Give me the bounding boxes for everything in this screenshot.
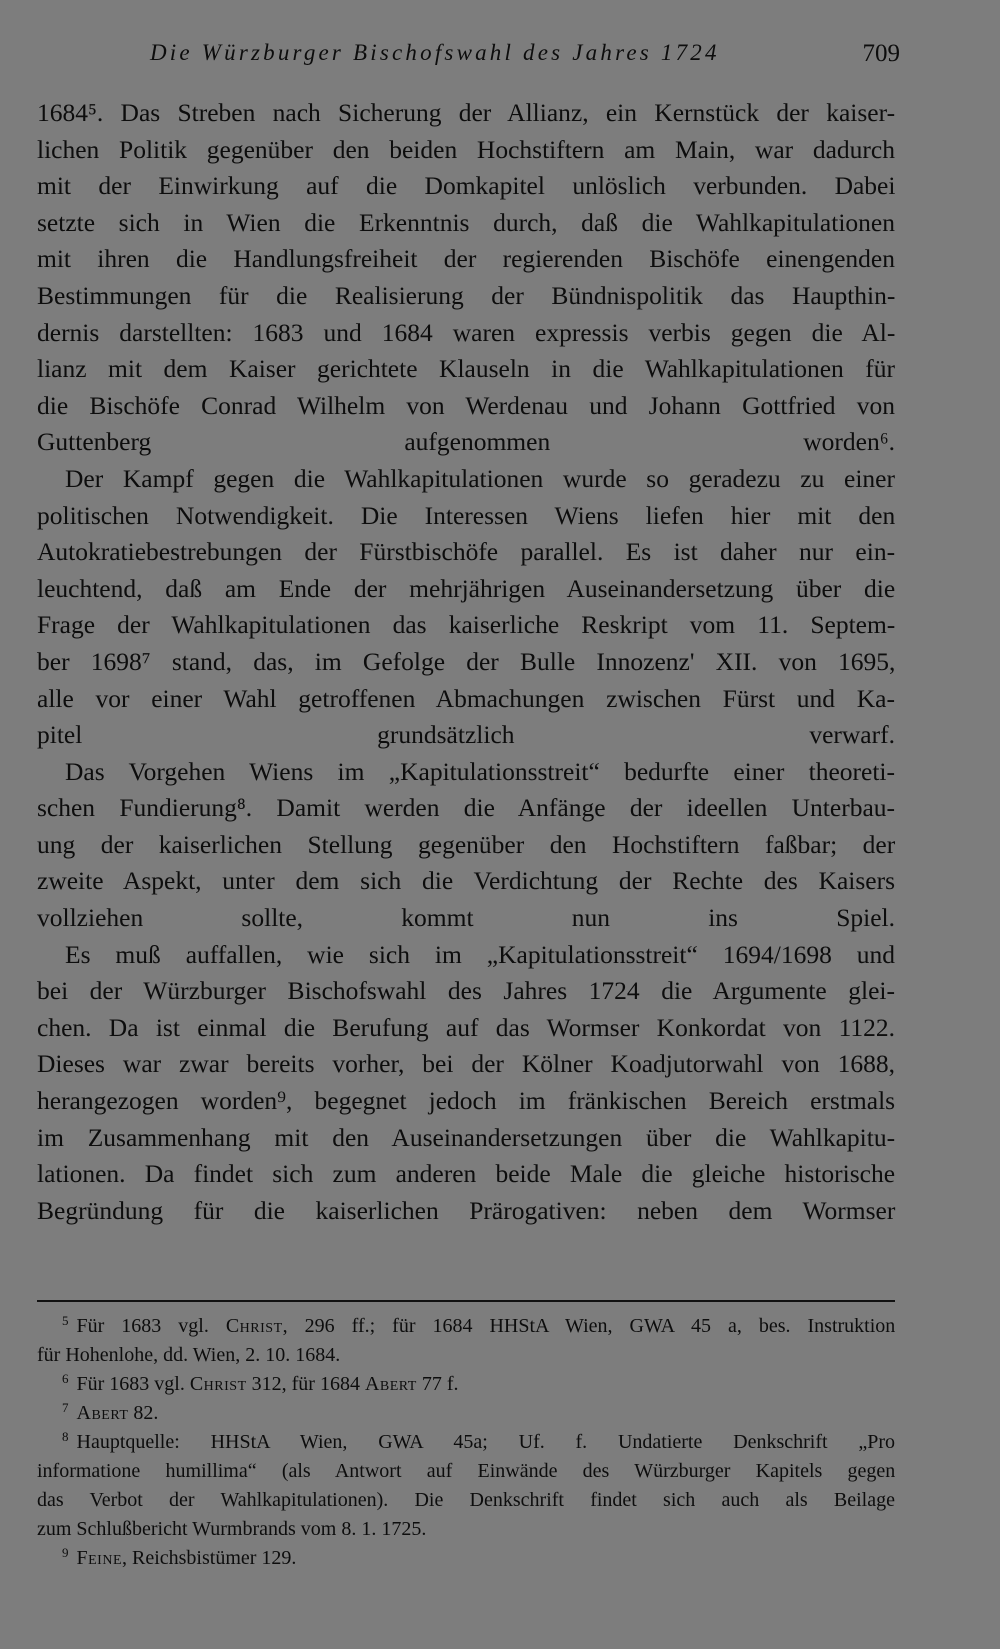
paragraph-4 xyxy=(37,937,895,1230)
author-name: Christ xyxy=(189,1373,247,1395)
paragraph-3 xyxy=(37,754,895,937)
text-line: setzte sich in Wien die Erkenntnis durch, daß die Wahlkapitulationen xyxy=(37,207,895,237)
footnote-text: , 296 ff.; für 1684 HHStA Wien, GWA 45 a, bes. Instruktion xyxy=(282,1315,896,1337)
footnote-mark: 5 xyxy=(62,1313,69,1328)
text-line: Autokratiebestrebungen der Fürstbischöfe parallel. Es ist daher nur ein- xyxy=(37,537,896,567)
footnote-line xyxy=(37,1428,895,1457)
footnote-5 xyxy=(37,1312,895,1370)
footnote-text: , Reichsbistümer 129. xyxy=(122,1547,297,1569)
main-text xyxy=(37,95,895,1229)
footnote-text: 77 f. xyxy=(416,1373,459,1395)
author-name: Abert xyxy=(76,1402,129,1424)
text-line: Der Kampf gegen die Wahlkapitulationen wurde so geradezu zu einer xyxy=(65,463,895,493)
footnote-line xyxy=(37,1370,895,1399)
text-line: schen Fundierung⁸. Damit werden die Anfänge der ideellen Unterbau- xyxy=(37,793,895,823)
footnote-line xyxy=(37,1544,895,1573)
text-line: die Bischöfe Conrad Wilhelm von Werdenau und Johann Gottfried von xyxy=(37,390,895,420)
text-line: im Zusammenhang mit den Auseinandersetzungen über die Wahlkapitu- xyxy=(37,1122,896,1152)
footnote-text: Hauptquelle: HHStA Wien, GWA 45a; Uf. f. Undatierte Denkschrift „Pro xyxy=(76,1431,895,1453)
footnote-mark: 7 xyxy=(62,1400,69,1415)
text-line: Das Vorgehen Wiens im „Kapitulationsstreit“ bedurfte einer theoreti- xyxy=(65,756,895,786)
text-line: vollziehen sollte, kommt nun ins Spiel. xyxy=(37,903,895,933)
footnote-text: 312, für 1684 xyxy=(246,1373,365,1395)
text-line: chen. Da ist einmal die Berufung auf das Wormser Konkordat von 1122. xyxy=(37,1012,895,1042)
footnote-line: zum Schlußbericht Wurmbrands vom 8. 1. 1725. xyxy=(37,1518,427,1540)
paragraph-2 xyxy=(37,461,895,754)
author-name: Christ xyxy=(225,1315,283,1337)
footnote-text: 82. xyxy=(128,1402,159,1424)
text-line: Bestimmungen für die Realisierung der Bündnispolitik das Haupthin- xyxy=(37,280,896,310)
text-line: pitel grundsätzlich verwarf. xyxy=(37,720,895,750)
text-line: bei der Würzburger Bischofswahl des Jahres 1724 die Argumente glei- xyxy=(37,976,895,1006)
footnote-line: das Verbot der Wahlkapitulationen). Die Denkschrift findet sich auch als Beilage xyxy=(37,1489,895,1511)
footnote-8 xyxy=(37,1428,895,1544)
footnote-separator xyxy=(37,1300,895,1302)
running-title: Die Würzburger Bischofswahl des Jahres 1724 xyxy=(150,40,720,65)
text-line: leuchtend, daß am Ende der mehrjährigen Auseinandersetzung über die xyxy=(37,573,896,603)
footnote-text: Für 1683 vgl. xyxy=(76,1315,226,1337)
footnotes xyxy=(37,1312,895,1573)
footnote-line xyxy=(37,1312,895,1341)
footnote-mark: 6 xyxy=(62,1371,69,1386)
text-line: Dieses war zwar bereits vorher, bei der Kölner Koadjutorwahl von 1688, xyxy=(37,1049,895,1079)
running-head xyxy=(150,36,900,76)
paragraph-1 xyxy=(37,95,895,461)
footnote-6 xyxy=(37,1370,895,1399)
page-number: 709 xyxy=(862,40,900,67)
text-line: lationen. Da findet sich zum anderen beide Male die gleiche historische xyxy=(37,1159,896,1189)
footnote-line: für Hohenlohe, dd. Wien, 2. 10. 1684. xyxy=(37,1344,341,1366)
author-name: Abert xyxy=(364,1373,417,1395)
text-line: ung der kaiserlichen Stellung gegenüber den Hochstiftern faßbar; der xyxy=(37,829,896,859)
footnote-7 xyxy=(37,1399,895,1428)
text-line: mit der Einwirkung auf die Domkapitel unlöslich verbunden. Dabei xyxy=(37,171,896,201)
footnote-9 xyxy=(37,1544,895,1573)
author-name: Feine xyxy=(76,1547,122,1569)
footnote-text: Für 1683 vgl. xyxy=(76,1373,190,1395)
text-line: ber 1698⁷ stand, das, im Gefolge der Bulle Innozenz' XII. von 1695, xyxy=(37,646,896,676)
text-line: zweite Aspekt, unter dem sich die Verdichtung der Rechte des Kaisers xyxy=(37,866,896,896)
footnote-mark: 9 xyxy=(62,1545,69,1560)
text-line: mit ihren die Handlungsfreiheit der regierenden Bischöfe einengenden xyxy=(37,244,895,274)
text-line: politischen Notwendigkeit. Die Interessen Wiens liefen hier mit den xyxy=(37,500,896,530)
text-line: alle vor einer Wahl getroffenen Abmachungen zwischen Fürst und Ka- xyxy=(37,683,895,713)
text-line: herangezogen worden⁹, begegnet jedoch im fränkischen Bereich erstmals xyxy=(37,1086,896,1116)
text-line: Frage der Wahlkapitulationen das kaiserliche Reskript vom 11. Septem- xyxy=(37,610,896,640)
text-line: Es muß auffallen, wie sich im „Kapitulationsstreit“ 1694/1698 und xyxy=(65,939,895,969)
text-line: lianz mit dem Kaiser gerichtete Klauseln in die Wahlkapitulationen für xyxy=(37,354,895,384)
footnote-line xyxy=(37,1399,895,1428)
text-line: 1684⁵. Das Streben nach Sicherung der Allianz, ein Kernstück der kaiser- xyxy=(37,98,896,127)
text-line: lichen Politik gegenüber den beiden Hochstiftern am Main, war dadurch xyxy=(37,134,895,164)
footnote-line: informatione humillima“ (als Antwort auf Einwände des Würzburger Kapitels gegen xyxy=(37,1460,896,1482)
footnote-mark: 8 xyxy=(62,1429,69,1444)
text-line: Guttenberg aufgenommen worden⁶. xyxy=(37,427,895,457)
text-line: Begründung für die kaiserlichen Prärogativen: neben dem Wormser xyxy=(37,1195,896,1225)
text-line: dernis darstellten: 1683 und 1684 waren expressis verbis gegen die Al- xyxy=(37,317,896,347)
